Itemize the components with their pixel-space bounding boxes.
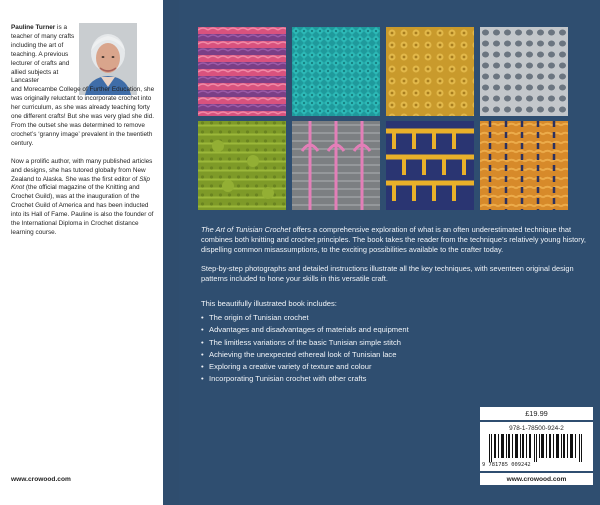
swatch-photo-pink-purple — [198, 27, 286, 116]
description-p1-rest: offers a comprehensive exploration of what is an often underestimated technique that combines both knitting and crochet principles. The book takes the reader from the technique’s relatively young history, dispelling common misassumptions, to the exciting possibilities available to the crafter today. — [201, 225, 586, 254]
barcode-image — [489, 434, 585, 462]
swatch-photo-mustard — [386, 27, 474, 116]
spine-edge — [163, 0, 179, 505]
list-item: • Achieving the unexpected ethereal look of Tunisian lace — [201, 349, 531, 361]
list-item: • Exploring a creative variety of texture and colour — [201, 361, 531, 373]
author-name: Pauline Turner — [11, 24, 56, 31]
bio-paragraph-2 — [11, 158, 155, 238]
list-item: • The limitless variations of the basic Tunisian simple stitch — [201, 337, 531, 349]
swatch-photo-orange-navy — [480, 121, 568, 210]
book-title-italic: The Art of Tunisian Crochet — [201, 225, 291, 234]
barcode-digits: 9 781785 009242 — [482, 462, 531, 468]
list-item: • Incorporating Tunisian crochet with other crafts — [201, 373, 531, 385]
flap-url: www.crowood.com — [11, 476, 71, 483]
includes-list — [201, 312, 531, 386]
description-paragraph-2: Step-by-step photographs and detailed instructions illustrate all the key techniques, with seventeen original design patterns included to hone your skills in this versatile craft. — [201, 264, 574, 283]
price-label: £19.99 — [480, 407, 593, 420]
swatch-photo-grey-pink — [292, 121, 380, 210]
bio-rest: and Morecambe College of Further Education, she was originally reluctant to incorporate crochet into her curriculum, as she was already teaching forty one different crafts! But she was very glad she did. From the outset she was determined to remove crochet’s ‘granny image’ prevalent in the twentieth century. — [11, 86, 155, 147]
swatch-photo-navy-yellow — [386, 121, 474, 210]
bio-p2-b: (the official magazine of the Knitting and Crochet Guild), was at the inauguration of the Crochet Guild of America and has been inducted into its Hall of Fame. Pauline is also the founder of the International Diploma in Crochet distance learning course. — [11, 184, 154, 236]
bio-p2-a: Now a prolific author, with many published articles and designs, she has tutored globally from New Zealand to Alaska. She was the first editor of — [11, 157, 153, 183]
book-description — [201, 225, 593, 293]
slip-knot-title: Slip Knot — [11, 175, 150, 192]
swatch-photo-green-bobble — [198, 121, 286, 210]
bio-intro: is a teacher of many crafts including the art of teaching. A previous lecturer of crafts and allied subjects at Lancaster — [11, 24, 75, 85]
swatch-photo-grey-lace — [480, 27, 568, 116]
author-bio — [11, 24, 155, 238]
description-paragraph-1 — [201, 225, 593, 255]
list-item: • Advantages and disadvantages of materials and equipment — [201, 324, 531, 336]
includes-intro: This beautifully illustrated book includes: — [201, 299, 337, 308]
barcode-panel — [480, 422, 593, 471]
author-flap — [0, 0, 163, 505]
swatch-photo-teal — [292, 27, 380, 116]
publisher-url: www.crowood.com — [480, 473, 593, 485]
isbn-text: 978-1-78500-924-2 — [509, 425, 564, 432]
list-item: • The origin of Tunisian crochet — [201, 312, 531, 324]
